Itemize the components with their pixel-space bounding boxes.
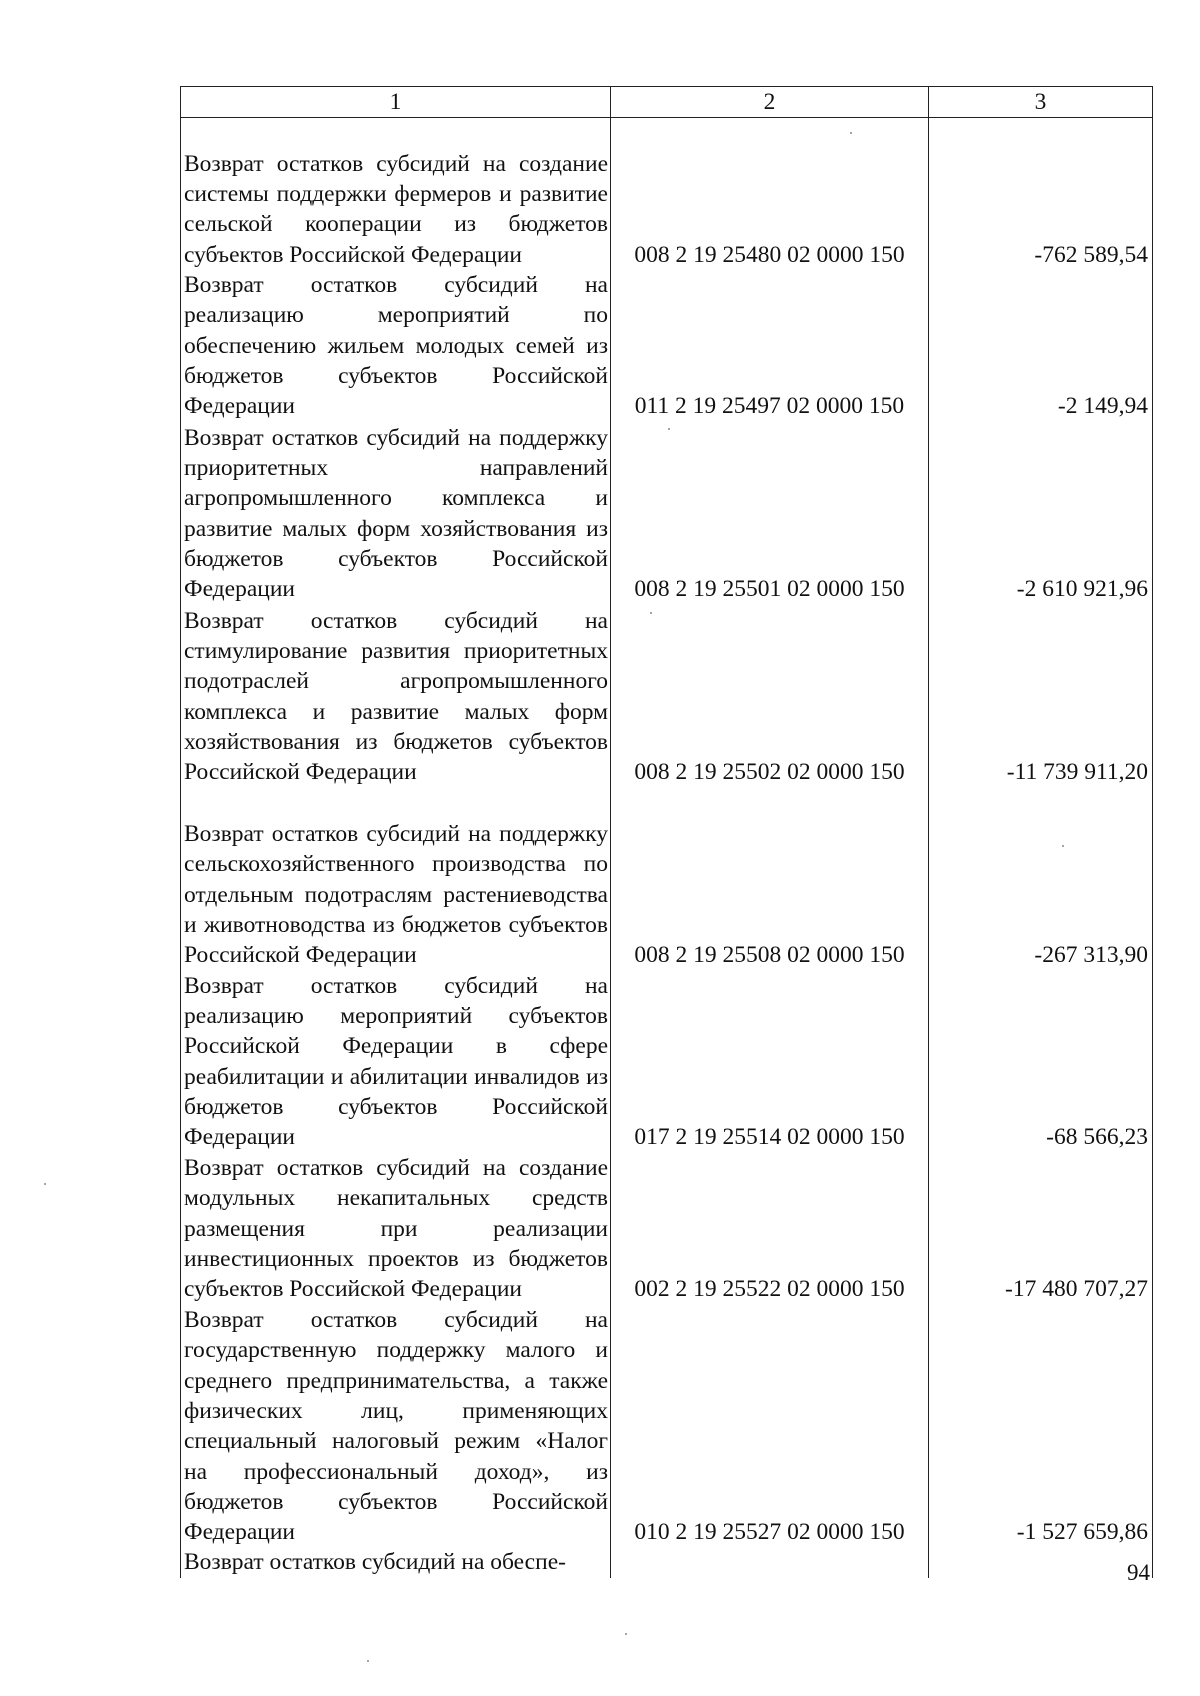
- scan-speck: [668, 428, 670, 430]
- column-header-1: 1: [181, 87, 611, 118]
- row-name: Возврат остатков субсидий на создание системы поддержки фермеров и развитие сельской кооперации из бюджетов субъектов Российской Федерации: [181, 118, 611, 271]
- row-amount: -2 610 921,96: [929, 421, 1153, 604]
- table-row: [181, 787, 1153, 970]
- table-row: [181, 604, 1153, 787]
- scan-speck: [850, 132, 852, 134]
- row-name: Возврат остатков субсидий на поддержку сельскохозяйственного производства по отдельным подотраслям растениеводства и животноводства из бюджетов субъектов Российской Федерации: [181, 787, 611, 970]
- table-row: [181, 1304, 1153, 1547]
- column-header-3: 3: [929, 87, 1153, 118]
- row-code: 008 2 19 25501 02 0000 150: [611, 421, 929, 604]
- row-name: Возврат остатков субсидий на реализацию мероприятий по обеспечению жильем молодых семей из бюджетов субъектов Российской Федерации: [181, 270, 611, 421]
- row-amount: -17 480 707,27: [929, 1152, 1153, 1304]
- budget-table-frame: [180, 86, 1152, 1576]
- row-amount: -267 313,90: [929, 787, 1153, 970]
- table-row: [181, 270, 1153, 421]
- row-amount: -2 149,94: [929, 270, 1153, 421]
- scan-speck: [1062, 845, 1064, 847]
- table-header: [181, 87, 1153, 118]
- row-code: 017 2 19 25514 02 0000 150: [611, 970, 929, 1152]
- row-name: Возврат остатков субсидий на поддержку приоритетных направлений агропромышленного комплекса и развитие малых форм хозяйствования из бюджетов субъектов Российской Федерации: [181, 421, 611, 604]
- row-code: [611, 1547, 929, 1577]
- row-amount: -1 527 659,86: [929, 1304, 1153, 1547]
- row-code: 008 2 19 25502 02 0000 150: [611, 604, 929, 787]
- table-row: [181, 1152, 1153, 1304]
- table-row: [181, 1547, 1153, 1577]
- table-row: [181, 970, 1153, 1152]
- table-body: [181, 118, 1153, 1578]
- row-code: 010 2 19 25527 02 0000 150: [611, 1304, 929, 1547]
- row-amount: -11 739 911,20: [929, 604, 1153, 787]
- row-name: Возврат остатков субсидий на создание модульных некапитальных средств размещения при реализации инвестиционных проектов из бюджетов субъектов Российской Федерации: [181, 1152, 611, 1304]
- scan-speck: [44, 1183, 46, 1185]
- scan-speck: [625, 1633, 627, 1635]
- row-code: 008 2 19 25508 02 0000 150: [611, 787, 929, 970]
- scan-speck: [367, 1660, 369, 1662]
- row-name: Возврат остатков субсидий на стимулирование развития приоритетных подотраслей агропромышленного комплекса и развитие малых форм хозяйствования из бюджетов субъектов Российской Федерации: [181, 604, 611, 787]
- table-row: [181, 421, 1153, 604]
- row-code: 008 2 19 25480 02 0000 150: [611, 118, 929, 271]
- budget-table: [180, 86, 1153, 1578]
- row-name: Возврат остатков субсидий на государственную поддержку малого и среднего предпринимательства, а также физических лиц, применяющих специальный налоговый режим «Налог на профессиональный доход», из бюджетов субъектов Российской Федерации: [181, 1304, 611, 1547]
- page-number: 94: [1127, 1560, 1150, 1585]
- scan-speck: [650, 612, 652, 614]
- table-row: [181, 118, 1153, 271]
- column-header-2: 2: [611, 87, 929, 118]
- header-row: [181, 87, 1153, 118]
- row-name: Возврат остатков субсидий на реализацию мероприятий субъектов Российской Федерации в сфере реабилитации и абилитации инвалидов из бюджетов субъектов Российской Федерации: [181, 970, 611, 1152]
- row-code: 002 2 19 25522 02 0000 150: [611, 1152, 929, 1304]
- row-name: Возврат остатков субсидий на обеспе-: [181, 1547, 611, 1577]
- row-code: 011 2 19 25497 02 0000 150: [611, 270, 929, 421]
- row-amount: -762 589,54: [929, 118, 1153, 271]
- row-amount: -68 566,23: [929, 970, 1153, 1152]
